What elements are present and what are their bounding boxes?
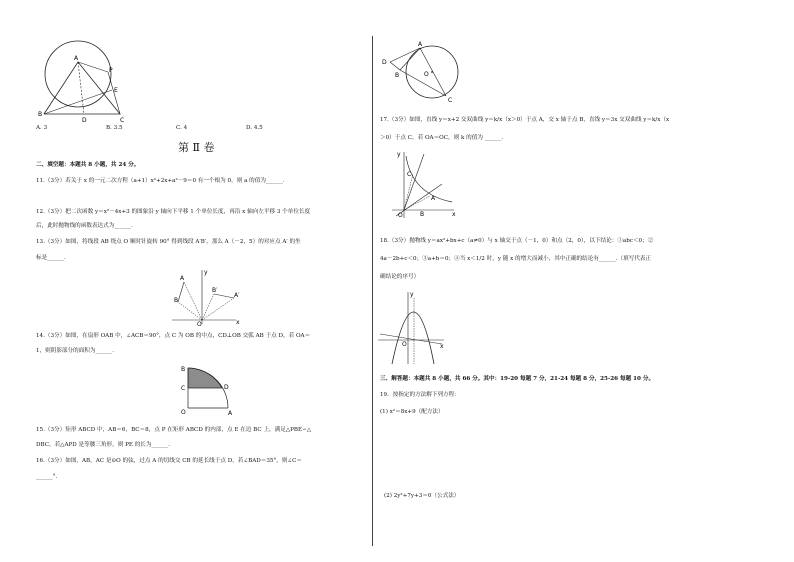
label-O: O: [197, 321, 202, 328]
option-a: A. 3: [36, 125, 48, 131]
question-17-line2: ＞0）于点 C，若 OA＝OC，则 k 的值为 ______.: [380, 135, 504, 141]
question-13-line2: 标是______.: [36, 255, 66, 261]
label-y: y: [410, 291, 414, 298]
label-A: A: [418, 41, 423, 48]
figure-14-sector: [176, 362, 236, 418]
section-title: 第 Ⅱ 卷: [178, 141, 215, 154]
question-16-line2: ______°.: [36, 474, 58, 480]
label-A: A: [228, 410, 233, 417]
label-O: O: [398, 212, 403, 219]
part2-heading: 二、填空题：本题共 8 小题，共 24 分。: [36, 162, 140, 168]
figure-17-hyperbola: [392, 150, 458, 220]
label-C: C: [120, 117, 125, 124]
label-O: O: [181, 409, 186, 416]
label-E: E: [114, 87, 118, 94]
label-D: D: [82, 117, 87, 124]
question-12-line2: 后，此时抛物线的函数表达式为______.: [36, 223, 133, 229]
question-18-line2: 4a－2b+c＜0；③a+b＝0；④当 x＜1/2 时，y 随 x 的增大而减小，其中正确的结论有______.（填写代表正: [380, 256, 652, 262]
figure-circle-quad: [380, 40, 470, 102]
column-divider: [372, 36, 373, 546]
question-19-part1: (1) x²＝8x+9（配方法）: [380, 409, 444, 415]
label-C: C: [407, 171, 412, 178]
label-x: x: [452, 211, 456, 218]
label-D: D: [382, 59, 387, 66]
label-D: D: [224, 384, 229, 391]
question-15-line1: 15.（3分）矩形 ABCD 中，AB＝6，BC＝8，点 P 在矩形 ABCD 的内部，点 E 在边 BC 上，满足△PBE∽△: [36, 427, 312, 433]
label-C: C: [448, 97, 453, 104]
label-A: A: [74, 55, 79, 62]
option-b: B. 3.5: [106, 125, 123, 131]
label-C: C: [181, 385, 186, 392]
label-B: B: [181, 366, 186, 373]
question-19-part2: (2) 2y²+7y+3＝0（公式法）: [384, 493, 460, 499]
question-15-line2: DBC，若△APD 是等腰三角形，则 PE 的长为______.: [36, 442, 171, 448]
label-B: B: [420, 211, 425, 218]
label-B-prime: B′: [212, 287, 218, 294]
figure-18-parabola: [378, 290, 448, 366]
label-B: B: [395, 72, 400, 79]
figure-circle-triangle: [38, 38, 138, 123]
option-d: D. 4.5: [246, 125, 263, 131]
label-x: x: [440, 343, 444, 350]
label-y: y: [204, 269, 208, 276]
option-c: C. 4: [176, 125, 188, 131]
question-14-line2: 1，则阴影部分的面积为______.: [36, 348, 115, 354]
question-16-line1: 16.（3分）如图，AB，AC 是⊙O 的弦，过点 A 的切线交 CB 的延长线于点 D，若∠BAD＝35°，则∠C＝: [36, 458, 302, 464]
label-y: y: [397, 151, 401, 158]
label-O: O: [402, 341, 407, 348]
label-O: O: [424, 71, 429, 78]
label-A-prime: A′: [234, 292, 240, 299]
label-A: A: [431, 195, 436, 202]
question-14-line1: 14.（3分）如图，在扇形 OAB 中，∠ACB＝90°，点 C 为 OB 的中点，CD⊥OB 交弧 AB 于点 D，若 OA＝: [36, 333, 311, 339]
question-12-line1: 12.（3分）把二次函数 y＝x²－4x+3 的图象沿 y 轴向下平移 1 个单位长度，再沿 x 轴向左平移 3 个单位长度: [36, 209, 311, 215]
part3-heading: 三、解答题：本题共 8 小题，共 66 分。其中：19-20 每题 7 分，21-24 每题 8 分，25-26 每题 10 分。: [380, 376, 655, 382]
figure-13-rotation: [170, 268, 242, 326]
label-x: x: [236, 319, 240, 326]
label-P: P: [109, 67, 113, 74]
question-18-line1: 18.（3分）抛物线 y＝ax²+bx+c（a≠0）与 x 轴交于点（－1，0）和点（2，0），以下结论：①abc＜0；②: [380, 238, 654, 244]
question-17-line1: 17.（3分）如图，直线 y＝x+2 交双曲线 y＝k/x（x＞0）于点 A，交 x 轴于点 B，直线 y＝3x 交双曲线 y＝k/x（x: [380, 117, 670, 123]
question-19: 19．按指定的方法解下列方程：: [380, 392, 460, 398]
question-13-line1: 13.（3分）如图，将线段 AB 绕点 O 顺时针旋转 90° 得到线段 A′B′，那么 A（－2，5）的对应点 A′ 的坐: [36, 239, 301, 245]
label-B: B: [174, 297, 179, 304]
question-18-line3: 确结论的序号）: [380, 274, 420, 280]
label-A: A: [180, 275, 185, 282]
question-11: 11.（3分）若关于 x 的一元二次方程（a+1）x²+2x+a²－9＝0 有一个根为 0，则 a 的值为______.: [36, 178, 285, 184]
label-B: B: [38, 111, 43, 118]
